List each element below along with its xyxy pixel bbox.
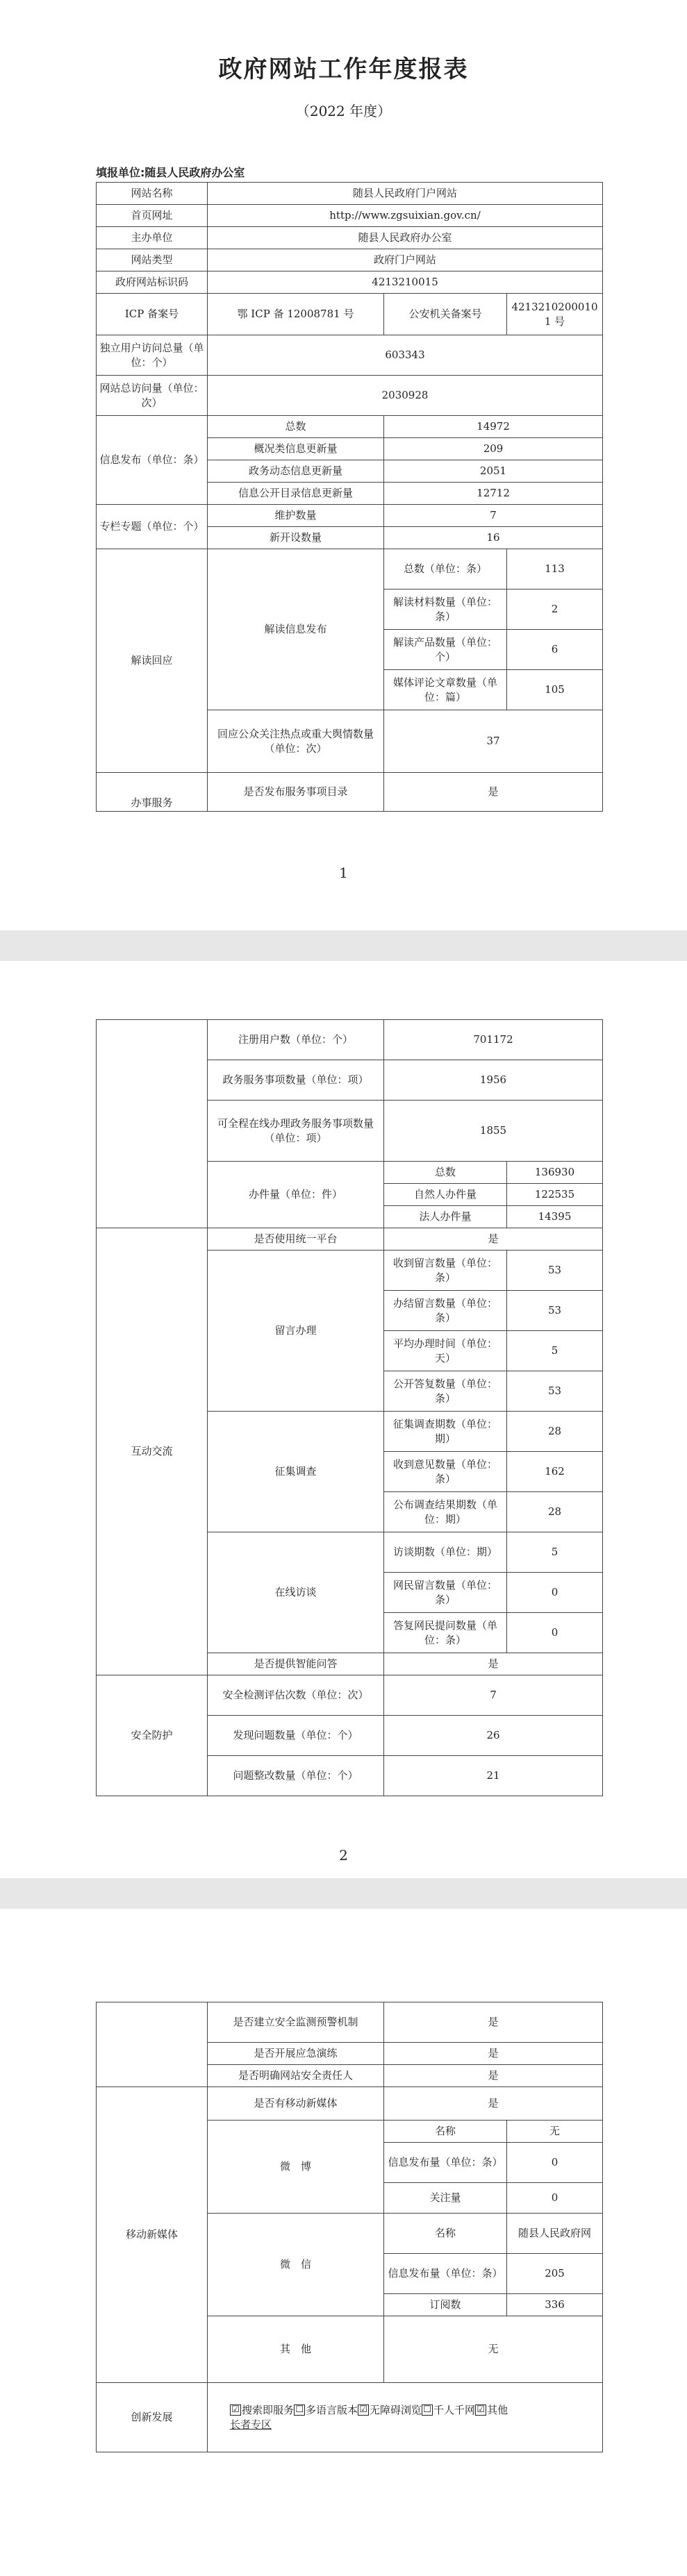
cell-value: 6 [507, 630, 603, 670]
cell-label: 创新发展 [97, 2383, 208, 2452]
cell-value: 12712 [384, 483, 603, 505]
cell-label: 答复网民提问数量（单位：条） [384, 1613, 507, 1653]
cell-value: 162 [507, 1452, 603, 1492]
cell-value: 136930 [507, 1162, 603, 1184]
cell-value: 随县人民政府门户网站 [208, 183, 603, 205]
cell-label: 访谈期数（单位：期） [384, 1532, 507, 1573]
cell-value: 是 [384, 773, 603, 812]
option-search-service [230, 2404, 294, 2416]
cell-value: 26 [384, 1716, 603, 1756]
innovation-options [208, 2383, 603, 2452]
cell-label: 公安机关备案号 [384, 294, 507, 335]
cell-value: 53 [507, 1291, 603, 1331]
cell-value: 42132102000101 号 [507, 294, 603, 335]
cell-label: 维护数量 [208, 505, 384, 527]
cell-value: 53 [507, 1251, 603, 1291]
cell-label: 注册用户数（单位：个） [208, 1020, 384, 1060]
cell-label: 回应公众关注热点或重大舆情数量（单位：次） [208, 710, 384, 773]
cell-label: 信息公开目录信息更新量 [208, 483, 384, 505]
cell-label: 安全检测评估次数（单位：次） [208, 1675, 384, 1716]
cell-label: 解读材料数量（单位：条） [384, 589, 507, 630]
cell-label: 媒体评论文章数量（单位：篇） [384, 670, 507, 710]
cell-value: 鄂 ICP 备 12008781 号 [208, 294, 384, 335]
cell-label [97, 1020, 208, 1228]
cell-label: 总数 [384, 1162, 507, 1184]
option-label: 其他 [487, 2403, 508, 2416]
cell-label: 平均办理时间（单位：天） [384, 1331, 507, 1371]
cell-label: 概况类信息更新量 [208, 438, 384, 460]
cell-label: 政务动态信息更新量 [208, 460, 384, 483]
cell-label: 专栏专题（单位：个） [97, 505, 208, 549]
cell-label: 在线访谈 [208, 1532, 384, 1653]
cell-label: 法人办件量 [384, 1206, 507, 1228]
checkbox-checked-icon: ☑ [475, 2404, 486, 2416]
cell-label: 信息发布（单位：条） [97, 416, 208, 505]
cell-label: 互动交流 [97, 1228, 208, 1675]
cell-value: 随县人民政府网 [507, 2214, 603, 2254]
cell-label: 政务服务事项数量（单位：项） [208, 1060, 384, 1101]
cell-label: 是否明确网站安全责任人 [208, 2065, 384, 2087]
report-table-page-2 [96, 1019, 603, 1796]
cell-value: 28 [507, 1412, 603, 1452]
cell-value: 0 [507, 1573, 603, 1613]
cell-label: 总数（单位：条） [384, 549, 507, 589]
cell-label: 是否使用统一平台 [208, 1228, 384, 1251]
cell-label: 移动新媒体 [97, 2087, 208, 2383]
cell-label: 名称 [384, 2214, 507, 2254]
option-label: 多语言版本 [306, 2403, 358, 2416]
cell-label: 名称 [384, 2121, 507, 2143]
cell-label: 网站总访问量（单位：次） [97, 376, 208, 416]
cell-label: 微 信 [208, 2214, 384, 2316]
cell-label: 公布调查结果期数（单位：期） [384, 1492, 507, 1532]
cell-label: 自然人办件量 [384, 1184, 507, 1206]
cell-value: 2030928 [208, 376, 603, 416]
cell-value: 113 [507, 549, 603, 589]
cell-value: 21 [384, 1756, 603, 1796]
report-title: 政府网站工作年度报表 [218, 56, 469, 83]
checkbox-checked-icon: ☑ [358, 2404, 369, 2416]
option-label: 无障碍浏览 [370, 2403, 422, 2416]
cell-value: 2 [507, 589, 603, 630]
page-number-2: 2 [339, 1847, 348, 1864]
cell-value: 是 [384, 2002, 603, 2043]
page-number-1: 1 [339, 864, 348, 881]
cell-value: http://www.zgsuixian.gov.cn/ [208, 205, 603, 227]
cell-label: ICP 备案号 [97, 294, 208, 335]
cell-value: 是 [384, 2087, 603, 2121]
cell-label: 订阅数 [384, 2294, 507, 2316]
option-other [475, 2404, 508, 2416]
cell-label: 解读回应 [97, 549, 208, 773]
cell-label: 是否建立安全监测预警机制 [208, 2002, 384, 2043]
report-table-page-3 [96, 2002, 603, 2452]
report-table-page-1 [96, 182, 603, 812]
cell-label: 网民留言数量（单位：条） [384, 1573, 507, 1613]
cell-value: 1855 [384, 1101, 603, 1162]
cell-value: 0 [507, 1613, 603, 1653]
other-detail: 长者专区 [230, 2418, 272, 2431]
cell-label: 可全程在线办理政务服务事项数量（单位：项） [208, 1101, 384, 1162]
cell-value: 无 [507, 2121, 603, 2143]
cell-value: 37 [384, 710, 603, 773]
cell-label: 办件量（单位：件） [208, 1162, 384, 1228]
cell-label: 征集调查 [208, 1412, 384, 1532]
cell-value: 205 [507, 2254, 603, 2294]
cell-label: 是否开展应急演练 [208, 2043, 384, 2065]
cell-label: 解读信息发布 [208, 549, 384, 710]
checkbox-empty-icon: ☐ [294, 2404, 305, 2416]
option-multilingual [294, 2404, 358, 2416]
cell-label: 留言办理 [208, 1251, 384, 1412]
checkbox-empty-icon: ☐ [422, 2404, 433, 2416]
cell-label: 问题整改数量（单位：个） [208, 1756, 384, 1796]
cell-value: 4213210015 [208, 271, 603, 294]
cell-label: 公开答复数量（单位：条） [384, 1371, 507, 1412]
cell-label: 发现问题数量（单位：个） [208, 1716, 384, 1756]
cell-value: 336 [507, 2294, 603, 2316]
cell-value: 28 [507, 1492, 603, 1532]
page-gap [0, 1878, 687, 1909]
cell-label: 是否发布服务事项目录 [208, 773, 384, 812]
cell-label: 办结留言数量（单位：条） [384, 1291, 507, 1331]
report-year: （2022 年度） [295, 103, 392, 119]
cell-value: 无 [384, 2316, 603, 2383]
option-personalized [422, 2404, 475, 2416]
cell-label: 关注量 [384, 2183, 507, 2214]
cell-value: 0 [507, 2143, 603, 2183]
cell-value: 政府门户网站 [208, 249, 603, 271]
cell-label: 网站类型 [97, 249, 208, 271]
cell-label: 新开设数量 [208, 527, 384, 549]
cell-label: 独立用户访问总量（单位：个） [97, 335, 208, 376]
option-accessibility [358, 2404, 422, 2416]
cell-label [97, 773, 208, 812]
cell-value: 2051 [384, 460, 603, 483]
cell-value: 7 [384, 1675, 603, 1716]
cell-value: 603343 [208, 335, 603, 376]
cell-label: 总数 [208, 416, 384, 438]
cell-value: 是 [384, 2065, 603, 2087]
checkbox-checked-icon: ☑ [230, 2404, 241, 2416]
cell-value: 是 [384, 1653, 603, 1675]
cell-value: 是 [384, 1228, 603, 1251]
cell-label: 收到留言数量（单位：条） [384, 1251, 507, 1291]
cell-label: 微 博 [208, 2121, 384, 2214]
cell-label [97, 2002, 208, 2087]
cell-label: 安全防护 [97, 1675, 208, 1796]
cell-value: 53 [507, 1371, 603, 1412]
cell-value: 105 [507, 670, 603, 710]
page-gap [0, 930, 687, 961]
cell-label: 征集调查期数（单位：期） [384, 1412, 507, 1452]
option-label: 千人千网 [433, 2403, 476, 2416]
cell-label: 收到意见数量（单位：条） [384, 1452, 507, 1492]
cell-value: 701172 [384, 1020, 603, 1060]
cell-value: 1956 [384, 1060, 603, 1101]
cell-value: 5 [507, 1532, 603, 1573]
cell-label: 网站名称 [97, 183, 208, 205]
cell-value: 5 [507, 1331, 603, 1371]
cell-label: 其 他 [208, 2316, 384, 2383]
cell-label: 主办单位 [97, 227, 208, 249]
cell-value: 7 [384, 505, 603, 527]
reporting-unit: 填报单位:随县人民政府办公室 [96, 166, 245, 179]
cell-label: 是否提供智能问答 [208, 1653, 384, 1675]
service-label: 办事服务 [131, 796, 173, 809]
cell-value: 随县人民政府办公室 [208, 227, 603, 249]
cell-value: 16 [384, 527, 603, 549]
cell-label: 信息发布量（单位：条） [384, 2254, 507, 2294]
cell-label: 解读产品数量（单位：个） [384, 630, 507, 670]
cell-label: 首页网址 [97, 205, 208, 227]
cell-label: 是否有移动新媒体 [208, 2087, 384, 2121]
cell-value: 14972 [384, 416, 603, 438]
cell-value: 14395 [507, 1206, 603, 1228]
cell-value: 0 [507, 2183, 603, 2214]
option-label: 搜索即服务 [242, 2403, 295, 2416]
cell-value: 122535 [507, 1184, 603, 1206]
cell-label: 政府网站标识码 [97, 271, 208, 294]
cell-value: 是 [384, 2043, 603, 2065]
cell-label: 信息发布量（单位：条） [384, 2143, 507, 2183]
cell-value: 209 [384, 438, 603, 460]
